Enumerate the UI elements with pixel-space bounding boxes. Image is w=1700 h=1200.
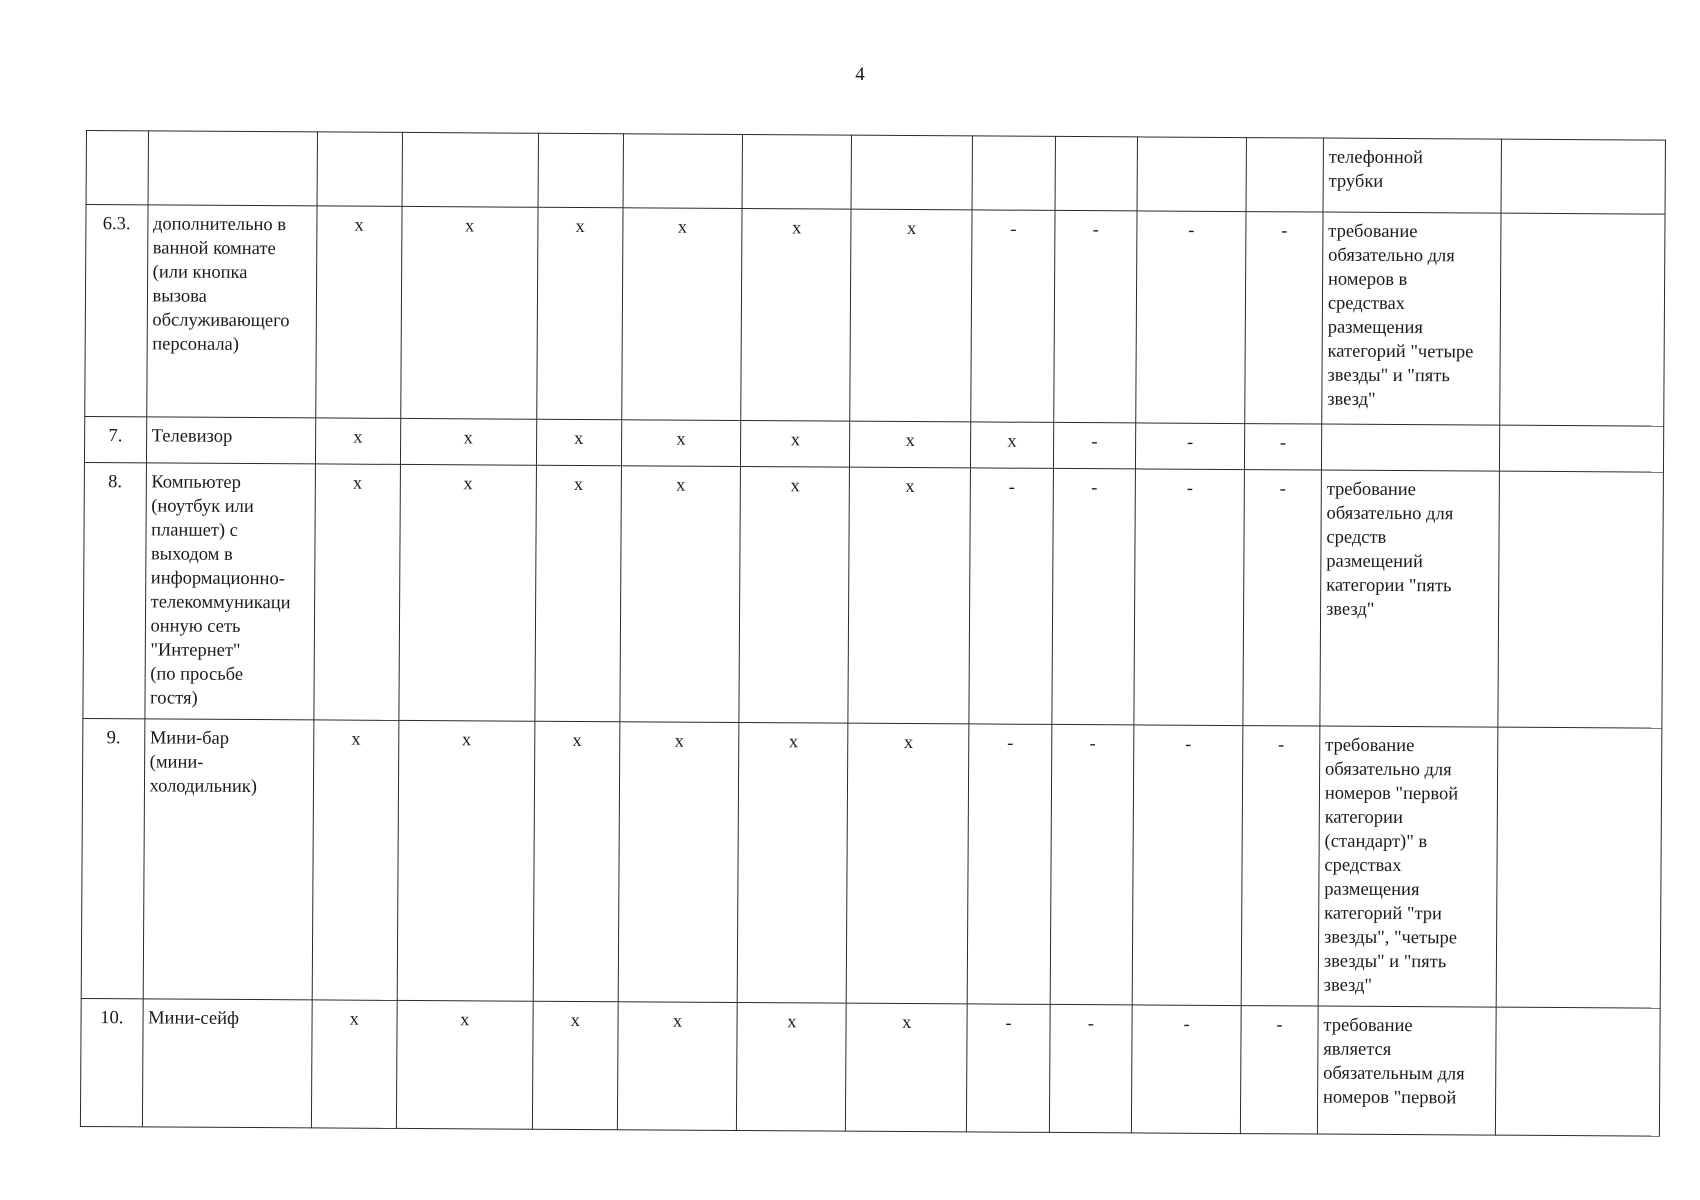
category-mark: x xyxy=(739,467,849,724)
category-mark: - xyxy=(1052,468,1136,724)
category-mark: - xyxy=(1053,422,1136,469)
note xyxy=(1318,726,1498,1007)
row-number: 7. xyxy=(84,416,146,462)
category-mark: x xyxy=(738,723,849,1004)
extra-cell xyxy=(1495,1007,1660,1136)
item-name-text: дополнительно в ванной комнате (или кнопка вызова обслуживающего персонала) xyxy=(152,214,290,355)
category-mark: x xyxy=(536,419,621,466)
item-name xyxy=(146,205,317,418)
category-mark: - xyxy=(1050,724,1134,1004)
category-mark: x xyxy=(737,1002,847,1131)
extra-cell xyxy=(1496,727,1662,1008)
category-mark: x xyxy=(311,1000,396,1129)
item-name xyxy=(142,999,312,1128)
note xyxy=(1321,424,1499,471)
category-mark: - xyxy=(1244,424,1321,470)
item-name xyxy=(144,463,315,720)
note-text: требование является обязательным для номеров "первой xyxy=(1322,1015,1465,1109)
table-row xyxy=(81,718,1662,1008)
category-mark: x xyxy=(400,206,538,419)
category-mark: x xyxy=(316,206,402,419)
category-mark: x xyxy=(846,1003,968,1132)
note xyxy=(1320,470,1500,727)
category-mark: - xyxy=(1136,423,1245,470)
requirements-table xyxy=(80,130,1666,1137)
category-mark: x xyxy=(971,422,1054,469)
category-mark: x xyxy=(396,1000,533,1129)
category-mark: x xyxy=(397,720,535,1001)
category-mark: - xyxy=(1053,210,1137,422)
item-name-text: Мини-сейф xyxy=(148,1008,240,1029)
category-mark xyxy=(1246,138,1323,212)
extra-cell xyxy=(1501,139,1665,214)
row-number: 10. xyxy=(80,998,142,1126)
category-mark: x xyxy=(741,421,850,468)
extra-cell xyxy=(1500,213,1665,426)
category-mark: - xyxy=(967,1004,1050,1133)
category-mark xyxy=(1137,137,1246,212)
category-mark: x xyxy=(537,207,623,420)
item-name-text: Мини-бар (мини- холодильник) xyxy=(149,728,258,798)
category-mark: x xyxy=(312,720,398,1001)
category-mark: x xyxy=(850,421,971,468)
category-mark: x xyxy=(619,466,740,723)
category-mark: x xyxy=(848,467,971,724)
item-name xyxy=(143,719,314,1000)
category-mark: x xyxy=(314,464,400,721)
category-mark: x xyxy=(617,1002,738,1131)
note-text: требование обязательно для номеров "первой категории (стандарт)" в средствах размещения категорий "три звезды", "четыре звезды" и "пять звезд" xyxy=(1323,735,1459,996)
category-mark: - xyxy=(969,468,1053,724)
category-mark: x xyxy=(532,1001,617,1130)
category-mark: - xyxy=(1240,1006,1318,1134)
note-text: телефонной трубки xyxy=(1328,147,1423,192)
row-number: 6.3. xyxy=(85,205,148,417)
category-mark: - xyxy=(1136,211,1246,424)
note xyxy=(1317,1006,1496,1135)
table-row xyxy=(80,998,1660,1136)
category-mark: x xyxy=(398,464,536,721)
category-mark: x xyxy=(400,418,537,465)
table-row xyxy=(85,205,1665,427)
category-mark: x xyxy=(846,723,969,1004)
category-mark: - xyxy=(1132,725,1243,1006)
category-mark: x xyxy=(621,208,742,421)
item-name xyxy=(146,417,316,464)
category-mark: x xyxy=(315,418,400,465)
note xyxy=(1322,212,1501,425)
note-text: требование обязательно для номеров в средствах размещения категорий "четыре звезды" и "пять звезд" xyxy=(1327,221,1474,410)
table-row xyxy=(86,131,1665,215)
category-mark xyxy=(402,132,539,207)
table-row xyxy=(83,462,1664,728)
category-mark: - xyxy=(967,724,1051,1004)
row-number: 9. xyxy=(81,718,144,998)
item-name-text: Компьютер (ноутбук или планшет) с выходом в информационно- телекоммуникаци онную сеть "Интернет" (по просьбе гостя) xyxy=(150,472,291,709)
category-mark: - xyxy=(1134,469,1244,726)
category-mark: x xyxy=(618,722,740,1003)
category-mark: - xyxy=(1245,212,1323,424)
note-text: требование обязательно для средств размещений категории "пять звезд" xyxy=(1325,479,1454,620)
category-mark: x xyxy=(621,420,741,467)
extra-cell xyxy=(1498,471,1664,728)
category-mark xyxy=(317,132,402,207)
item-name-text: Телевизор xyxy=(151,426,233,447)
row-number xyxy=(86,131,148,205)
category-mark: - xyxy=(1241,726,1320,1006)
item-name xyxy=(148,131,318,206)
category-mark: x xyxy=(850,209,972,422)
category-mark xyxy=(538,133,623,208)
category-mark: - xyxy=(1049,1004,1132,1133)
category-mark: x xyxy=(741,209,851,422)
category-mark: x xyxy=(533,721,619,1002)
category-mark xyxy=(742,135,851,210)
category-mark xyxy=(623,134,743,209)
category-mark xyxy=(972,136,1055,211)
category-mark: x xyxy=(535,465,621,722)
page-number: 4 xyxy=(855,64,865,85)
row-number: 8. xyxy=(83,462,146,718)
category-mark: - xyxy=(1131,1005,1241,1134)
category-mark xyxy=(1055,136,1138,211)
category-mark: - xyxy=(971,210,1055,422)
extra-cell xyxy=(1499,425,1663,472)
note xyxy=(1323,138,1502,213)
category-mark xyxy=(851,135,972,210)
category-mark: - xyxy=(1243,470,1322,726)
